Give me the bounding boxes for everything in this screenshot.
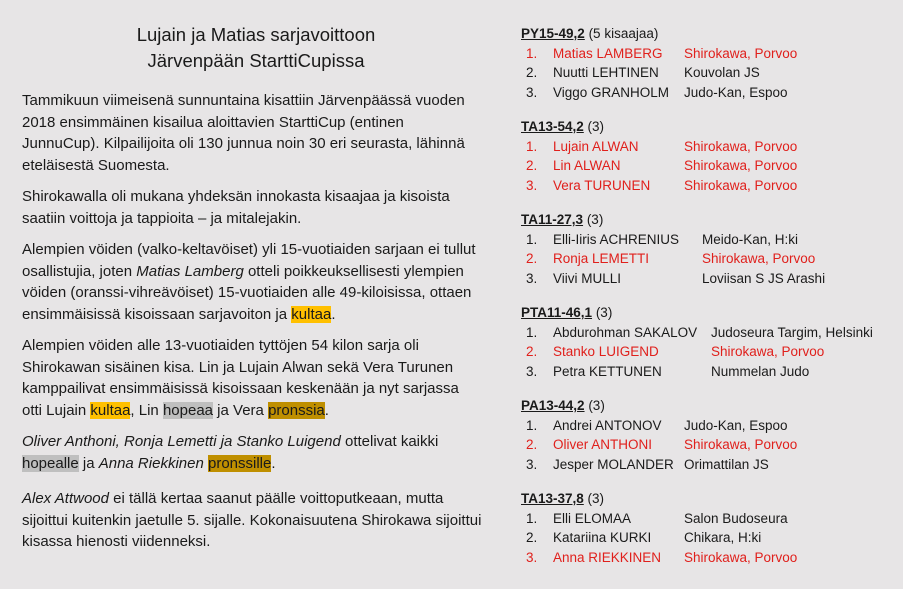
category-block: [521, 24, 896, 102]
rank: 3.: [526, 177, 538, 193]
club: Salon Budoseura: [684, 510, 788, 526]
category-block: [521, 210, 896, 288]
rank: 2.: [526, 158, 538, 173]
bronze-highlight: pronssille: [207, 454, 272, 472]
paragraph-medals: [22, 431, 482, 474]
result-row: [521, 548, 896, 568]
category-name: TA13-54,2: [521, 119, 584, 134]
category-header: [521, 303, 896, 323]
title-line-2: Järvenpään StarttiCupissa: [147, 50, 365, 71]
result-row: [521, 416, 896, 436]
rank: 2.: [526, 65, 538, 80]
athlete: Lin ALWAN: [553, 158, 621, 173]
athlete: Abdurohman SAKALOV: [553, 324, 698, 340]
category-header: [521, 117, 896, 137]
club: Shirokawa, Porvoo: [684, 437, 798, 452]
rank: 2.: [526, 344, 538, 359]
athlete-names: Oliver Anthoni, Ronja Lemetti ja Stanko Luigend: [22, 433, 341, 450]
category-name: PTA11-46,1: [521, 305, 593, 320]
athlete: Stanko LUIGEND: [553, 344, 659, 359]
club: Judo-Kan, Espoo: [684, 417, 788, 433]
athlete: Viggo GRANHOLM: [553, 84, 670, 100]
category-name: TA13-37,8: [521, 491, 584, 506]
rank: 3.: [526, 84, 538, 100]
result-row: [521, 528, 896, 548]
category-count: (3): [587, 491, 605, 506]
result-row: [521, 63, 896, 83]
paragraph-girls: [22, 335, 482, 421]
category-header: [521, 210, 896, 230]
category-header: [521, 489, 896, 509]
result-row: [521, 342, 896, 362]
category-header: [521, 24, 896, 44]
club: Shirokawa, Porvoo: [684, 549, 798, 565]
athlete-name: Anna Riekkinen: [98, 454, 204, 472]
results-panel: [521, 24, 896, 582]
club: Shirokawa, Porvoo: [684, 158, 798, 173]
athlete: Petra KETTUNEN: [553, 363, 662, 379]
category-block: [521, 117, 896, 195]
category-name: PA13-44,2: [521, 398, 585, 413]
rank: 3.: [526, 270, 538, 286]
bronze-highlight: pronssia: [268, 401, 325, 419]
category-header: [521, 396, 896, 416]
result-row: [521, 269, 896, 289]
category-count: (3): [588, 398, 605, 413]
athlete: Ronja LEMETTI: [553, 251, 650, 266]
club: Nummelan Judo: [711, 363, 810, 379]
paragraph-intro: Tammikuun viimeisenä sunnuntaina kisattiin Järvenpäässä vuoden 2018 ensimmäinen kisailua aloittavien StarttiCup (entinen JunnuCup). Kilpailijoita oli 130 junnua noin 30 eri seurasta, lähinnä eteläisestä Suomesta.: [22, 92, 465, 174]
text: ja Vera: [213, 401, 269, 419]
result-row: [521, 435, 896, 455]
gold-highlight: kultaa: [90, 401, 131, 419]
category-block: [521, 303, 896, 381]
category-name: TA11-27,3: [521, 212, 584, 227]
paragraph-team: Shirokawalla oli mukana yhdeksän innokasta kisaajaa ja kisoista saatiin voittoja ja tappioita – ja mitalejakin.: [22, 188, 450, 227]
paragraph-matias: [22, 239, 482, 325]
silver-highlight: hopealle: [22, 454, 79, 472]
club: Orimattilan JS: [684, 456, 769, 472]
rank: 1.: [526, 417, 538, 433]
rank: 1.: [526, 231, 538, 247]
club: Chikara, H:ki: [684, 530, 762, 545]
athlete: Viivi MULLI: [553, 270, 622, 286]
athlete: Elli ELOMAA: [553, 510, 632, 526]
club: Shirokawa, Porvoo: [711, 344, 825, 359]
text: .: [271, 454, 276, 472]
category-block: [521, 489, 896, 567]
text: Alempien vöiden alle 13-vuotiaiden tyttöjen 54 kilon sarja oli Shirokawan sisäinen kisa. Lin ja Lujain Alwan sekä Vera Turunen kamppailivat ensimmäisissä kisoissaan keskenään ja nyt sarjassa otti Lujain: [22, 337, 459, 419]
athlete-name: Matias Lamberg: [136, 262, 244, 280]
athlete: Elli-Iiris ACHRENIUS: [553, 231, 680, 247]
category-block: [521, 396, 896, 474]
result-row: [521, 509, 896, 529]
athlete: Katariina KURKI: [553, 530, 652, 545]
paragraph-alex: [22, 488, 482, 553]
rank: 1.: [526, 510, 538, 526]
club: Kouvolan JS: [684, 65, 760, 80]
text: otteli poikkeuksellisesti ylempien vöiden (oranssi-vihreävöiset) 15-vuotiaiden alle 49-kiloisissa, ottaen ensimmäisissä kisoissaan sarjavoiton ja: [22, 262, 472, 323]
gold-highlight: kultaa: [291, 305, 332, 323]
category-count: (3): [587, 119, 605, 134]
athlete: Nuutti LEHTINEN: [553, 65, 659, 80]
club: Shirokawa, Porvoo: [702, 251, 816, 266]
club: Shirokawa, Porvoo: [684, 138, 798, 154]
silver-highlight: hopeaa: [162, 401, 214, 419]
club: Judoseura Targim, Helsinki: [711, 324, 873, 340]
athlete: Vera TURUNEN: [553, 177, 651, 193]
category-name: PY15-49,2: [521, 26, 585, 41]
club: Shirokawa, Porvoo: [684, 45, 798, 61]
rank: 2.: [526, 251, 538, 266]
athlete-name: Alex Attwood: [22, 490, 109, 507]
result-row: [521, 156, 896, 176]
rank: 2.: [526, 530, 538, 545]
article-title: [22, 22, 482, 74]
rank: 1.: [526, 45, 538, 61]
rank: 1.: [526, 324, 538, 340]
result-row: [521, 83, 896, 103]
club: Judo-Kan, Espoo: [684, 84, 788, 100]
result-row: [521, 44, 896, 64]
result-row: [521, 455, 896, 475]
club: Shirokawa, Porvoo: [684, 177, 798, 193]
result-row: [521, 362, 896, 382]
category-count: (5 kisaajaa): [588, 26, 659, 41]
athlete: Andrei ANTONOV: [553, 417, 662, 433]
athlete: Anna RIEKKINEN: [553, 549, 662, 565]
result-row: [521, 230, 896, 250]
athlete: Matias LAMBERG: [553, 45, 663, 61]
text: ja: [78, 454, 99, 472]
club: Loviisan S JS Arashi: [702, 270, 826, 286]
athlete: Lujain ALWAN: [553, 138, 639, 154]
club: Meido-Kan, H:ki: [702, 231, 799, 247]
rank: 3.: [526, 456, 538, 472]
rank: 2.: [526, 437, 538, 452]
rank: 3.: [526, 363, 538, 379]
result-row: [521, 176, 896, 196]
athlete: Oliver ANTHONI: [553, 437, 653, 452]
athlete: Jesper MOLANDER: [553, 456, 674, 472]
result-row: [521, 249, 896, 269]
text: Alempien vöiden (valko-keltavöiset) yli 15-vuotiaiden sarjaan ei tullut osallistujia, joten: [22, 241, 476, 280]
rank: 3.: [526, 549, 538, 565]
text: ottelivat kaikki: [340, 433, 439, 450]
result-row: [521, 137, 896, 157]
text: ei tällä kertaa saanut päälle voittoputkeaan, mutta sijoittui kuitenkin jaetulle 5. sijalle. Kokonaisuutena Shirokawa sijoittui kisassa hienosti viidenneksi.: [22, 490, 482, 550]
article: [22, 22, 482, 563]
result-row: [521, 323, 896, 343]
category-count: (3): [586, 212, 604, 227]
text: , Lin: [130, 401, 163, 419]
title-line-1: Lujain ja Matias sarjavoittoon: [136, 24, 376, 45]
text: .: [331, 305, 336, 323]
rank: 1.: [526, 138, 538, 154]
text: .: [324, 401, 329, 419]
category-count: (3): [595, 305, 613, 320]
